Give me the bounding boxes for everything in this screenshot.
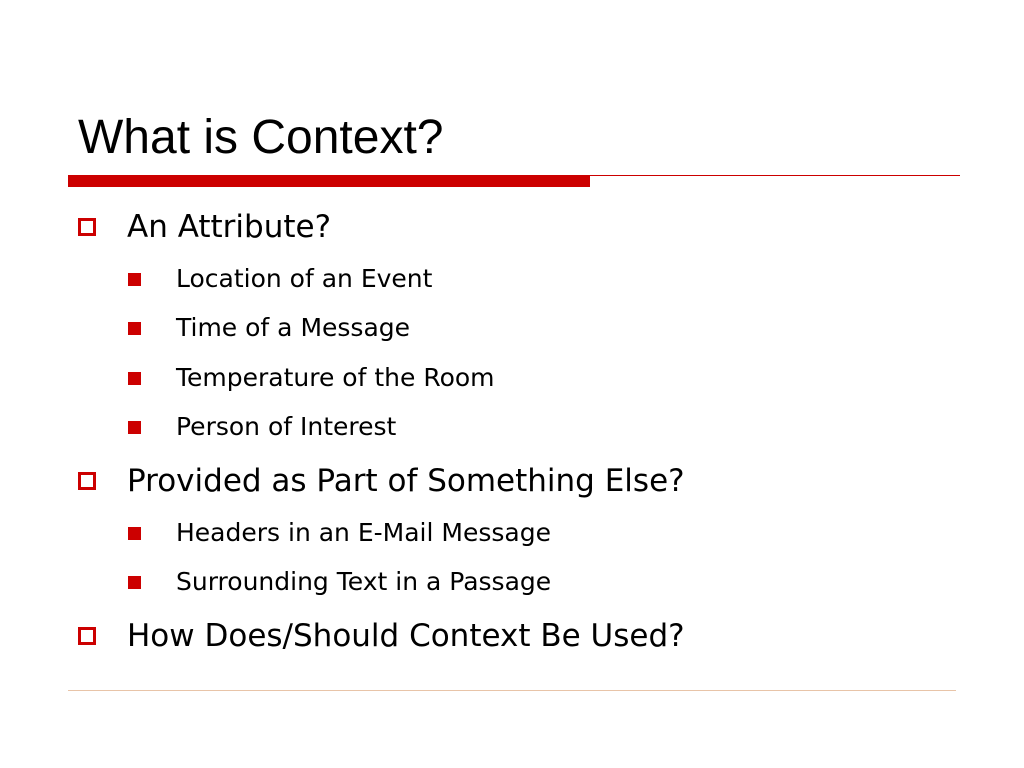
footer-divider [68,690,956,691]
sub-bullet-text: Temperature of the Room [176,363,495,392]
sub-bullet-text: Time of a Message [176,313,411,342]
title-underline-thick [68,175,590,187]
sub-bullet-text: Headers in an E-Mail Message [176,518,551,547]
bullet-text: How Does/Should Context Be Used? [127,618,685,654]
filled-square-bullet-icon [128,322,141,335]
slide-title: What is Context? [78,111,444,164]
bullet-text: Provided as Part of Something Else? [127,463,685,499]
hollow-square-bullet-icon [78,627,96,645]
hollow-square-bullet-icon [78,218,96,236]
filled-square-bullet-icon [128,527,141,540]
title-underline-thin [590,175,960,176]
filled-square-bullet-icon [128,576,141,589]
filled-square-bullet-icon [128,372,141,385]
hollow-square-bullet-icon [78,472,96,490]
sub-bullet-text: Surrounding Text in a Passage [176,567,552,596]
bullet-text: An Attribute? [127,209,332,245]
filled-square-bullet-icon [128,421,141,434]
sub-bullet-text: Person of Interest [176,412,397,441]
filled-square-bullet-icon [128,273,141,286]
sub-bullet-text: Location of an Event [176,264,433,293]
